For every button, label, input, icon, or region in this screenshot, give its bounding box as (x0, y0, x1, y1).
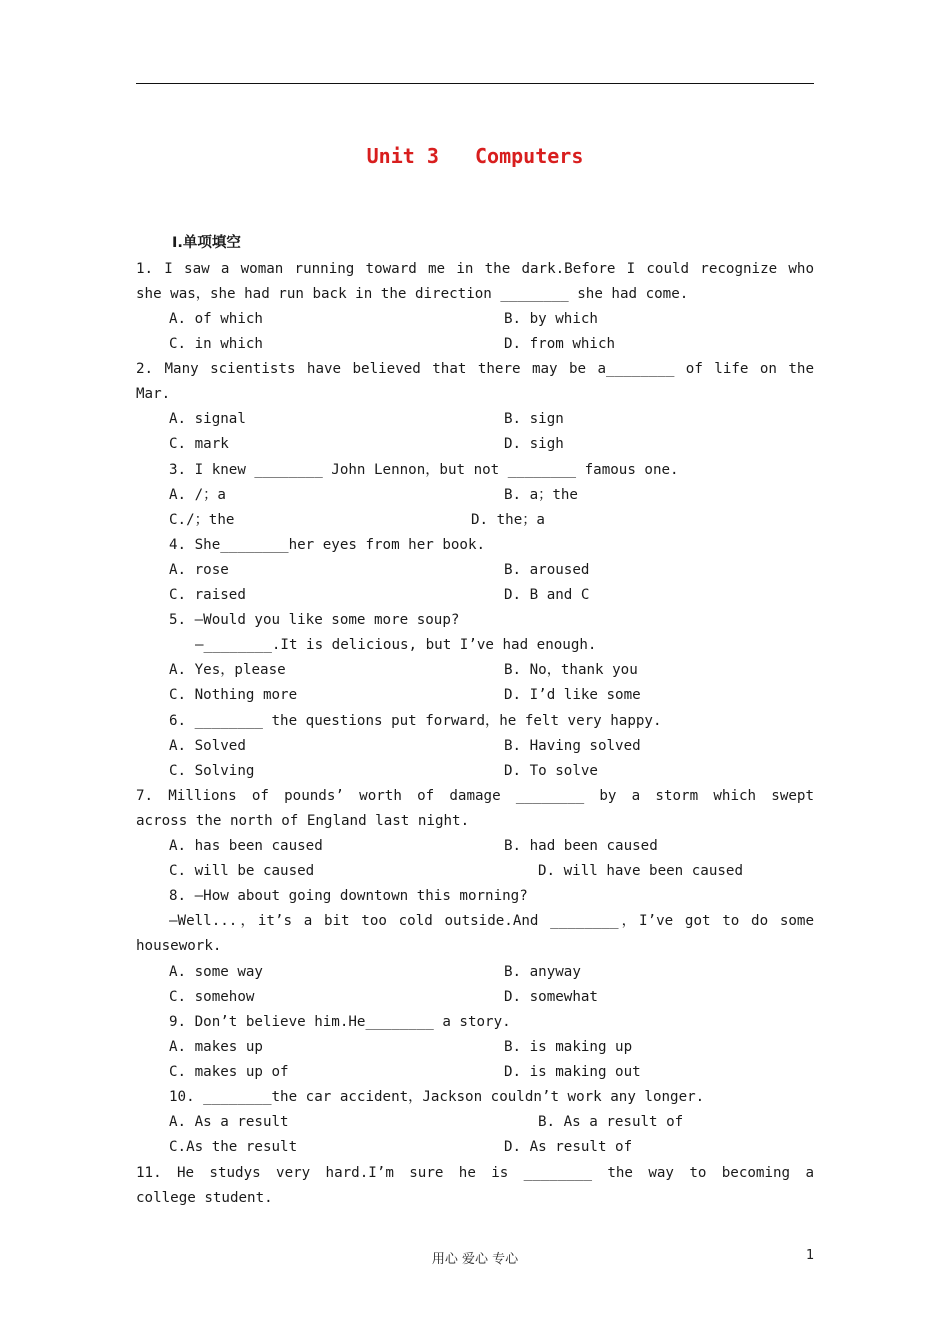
option-d: D. from which (504, 336, 616, 352)
option-b: B. aroused (504, 562, 590, 578)
option-a: A. As a result (169, 1114, 289, 1130)
option-c: C./；the (169, 512, 235, 528)
question-line: 2. Many scientists have believed that there may be a________ of life on the (136, 361, 814, 377)
option-d: D. To solve (504, 763, 598, 779)
question-line: 9. Don’t believe him.He________ a story. (169, 1014, 511, 1030)
option-c: C. will be caused (169, 863, 315, 879)
question-line: 3. I knew ________ John Lennon，but not ________ famous one. (169, 462, 679, 478)
question-line: Mar. (136, 386, 171, 402)
section-heading: Ⅰ.单项填空 (172, 235, 241, 251)
option-a: A. some way (169, 964, 263, 980)
option-b: B. As a result of (538, 1114, 684, 1130)
question-line: 1. I saw a woman running toward me in the dark.Before I could recognize who (136, 261, 814, 277)
option-d: D. the；a (471, 512, 545, 528)
option-a: A. Solved (169, 738, 246, 754)
option-b: B. anyway (504, 964, 581, 980)
option-c: C. Nothing more (169, 687, 298, 703)
option-c: C. raised (169, 587, 246, 603)
question-line: 4. She________her eyes from her book. (169, 537, 486, 553)
page-number: 1 (806, 1248, 815, 1263)
option-c: C. Solving (169, 763, 255, 779)
option-a: A. rose (169, 562, 229, 578)
question-line: 10. ________the car accident，Jackson couldn’t work any longer. (169, 1089, 705, 1105)
option-c: C. makes up of (169, 1064, 289, 1080)
page-title: Unit 3 Computers (366, 144, 584, 168)
dialogue-line: —________.It is delicious, but I’ve had enough. (195, 637, 597, 653)
option-a: A. makes up (169, 1039, 263, 1055)
option-c: C.As the result (169, 1139, 298, 1155)
option-a: A. Yes，please (169, 662, 286, 678)
option-b: B. had been caused (504, 838, 658, 854)
option-d: D. As result of (504, 1139, 633, 1155)
question-line: 8. —How about going downtown this morning? (169, 888, 528, 904)
option-b: B. No，thank you (504, 662, 638, 678)
question-line: 7. Millions of pounds’ worth of damage ________ by a storm which swept (136, 788, 814, 804)
dialogue-line: —Well...，it’s a bit too cold outside.And ________，I’ve got to do some (169, 913, 814, 929)
option-c: C. mark (169, 436, 229, 452)
question-line: she was，she had run back in the direction ________ she had come. (136, 286, 689, 302)
option-c: C. somehow (169, 989, 255, 1005)
option-a: A. /；a (169, 487, 226, 503)
option-b: B. Having solved (504, 738, 641, 754)
option-d: D. is making out (504, 1064, 641, 1080)
page-footer: 用心 爱心 专心 (431, 1252, 519, 1267)
option-b: B. is making up (504, 1039, 633, 1055)
option-b: B. a；the (504, 487, 578, 503)
option-a: A. has been caused (169, 838, 323, 854)
option-d: D. B and C (504, 587, 590, 603)
option-b: B. sign (504, 411, 564, 427)
question-line: housework. (136, 938, 222, 954)
option-a: A. of which (169, 311, 263, 327)
question-line: college student. (136, 1190, 273, 1206)
option-b: B. by which (504, 311, 598, 327)
option-d: D. will have been caused (538, 863, 743, 879)
option-a: A. signal (169, 411, 246, 427)
question-line: 11. He studys very hard.I’m sure he is ________ the way to becoming a (136, 1165, 814, 1181)
option-d: D. sigh (504, 436, 564, 452)
question-line: across the north of England last night. (136, 813, 470, 829)
option-d: D. I’d like some (504, 687, 641, 703)
question-line: 6. ________ the questions put forward，he felt very happy. (169, 713, 662, 729)
option-c: C. in which (169, 336, 263, 352)
option-d: D. somewhat (504, 989, 598, 1005)
header-rule (136, 83, 814, 84)
question-line: 5. —Would you like some more soup? (169, 612, 460, 628)
